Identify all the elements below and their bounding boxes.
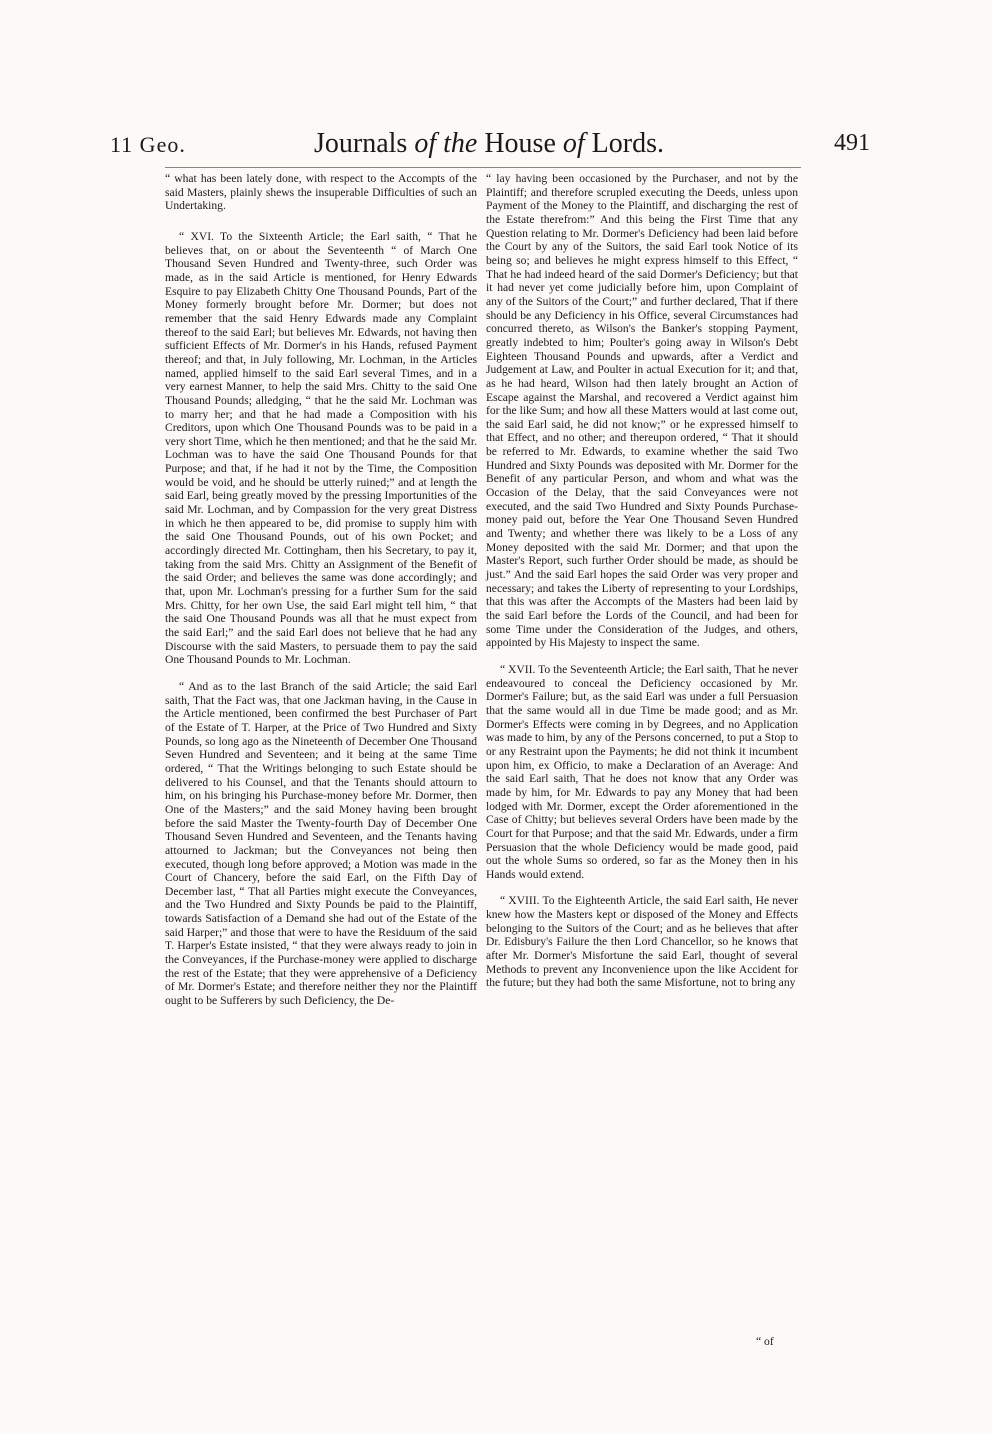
right-column [486,172,798,1003]
header-rule [165,167,801,168]
left-column [165,172,477,1021]
title-house: House [484,128,556,159]
title-of-the: of the [414,128,478,159]
running-title [314,128,664,160]
paragraph-article-xvi: “ XVI. To the Sixteenth Article; the Earl saith, “ That he believes that, on or about the Seventeenth “ of March One Thousand Seven Hundred and Twenty-three, such Order was made, as in the said Article is mentioned, for Henry Edwards Esquire to pay Elizabeth Chitty One Thousand Pounds, Part of the Money formerly brought before Mr. Dormer; but does not remember that the said Henry Edwards made any Complaint thereof to the said Earl; but believes Mr. Edwards, not having then sufficient Effects of Mr. Dormer's in his Hands, refused Payment thereof; and that, in July following, Mr. Lochman, in the Articles named, applied himself to the said Earl several Times, and in a very earnest Manner, to help the said Mrs. Chitty to the said One Thousand Pounds; alledging, “ that he the said Mr. Lochman was to marry her; and that he had made a Composition with his Creditors, upon which One Thousand Pounds was to be paid in a very short Time, which he then mentioned; and that he the said Mr. Lochman was to have the said One Thousand Pounds for that Purpose; and that, if he had it not by the Time, the Composition would be void, and he should be utterly ruined;” and at length the said Earl, being greatly moved by the pressing Importunities of the said Mr. Lochman, and by Compassion for the very great Distress in which he then appeared to be, did promise to supply him with the said One Thousand Pounds, out of his own Pocket; and accordingly directed Mr. Cottingham, then his Secretary, to pay it, taking from the said Mrs. Chitty an Assignment of the Benefit of the said Order; and believes the same was done accordingly; and that, upon Mr. Lochman's pressing for a further Sum for the said Mrs. Chitty, for her own Use, the said Earl might tell him, “ that the said One Thousand Pounds was all that he must expect from the said Earl;” and the said Earl does not believe that he had any Discourse with the said Masters, to persuade them to pay the said One Thousand Pounds to Mr. Lochman. [165,229,477,667]
paragraph-delay-continued: “ lay having been occasioned by the Purchaser, and not by the Plaintiff; and therefore scrupled executing the Deeds, unless upon Payment of the Money to the Plaintiff, and discharging the rest of the Estate therefrom:” And this being the First Time that any Question relating to Mr. Dormer's Deficiency had been laid before the Court by any of the Suitors, the said Earl took Notice of its being so; and believes he might express himself to this Effect, “ That he had indeed heard of the said Dormer's Deficiency; but that it had never yet come judicially before him, upon Complaint of any of the Suitors of the Court;” and further declared, That if there should be any Deficiency in his Office, several Circumstances had concurred thereto, as Wilson's the Banker's stopping Payment, greatly indebted to him; Poulter's going away in Wilson's Debt Eighteen Thousand Pounds and upwards, after a Verdict and Judgement at Law, and Poulter in actual Execution for it; and that, as he had heard, Wilson had then lately brought an Action of Escape against the Marshal, and recovered a Verdict against him for the like Sum; and how all these Matters would at last come out, the said Earl said, he did not know;” or he expressed himself to that Effect, and no other; and thereupon ordered, “ That it should be referred to Mr. Edwards, to examine whether the said Two Hundred and Sixty Pounds was deposited with Mr. Dormer for the Benefit of any particular Person, and whom and what was the Occasion of the Delay, that the said Conveyances were not executed, and the said Two Hundred and Sixty Pounds Purchase-money paid out, before the Year One Thousand Seven Hundred and Twenty; and whether there was likely to be a Loss of any Money deposited with the said Mr. Dormer; and that upon the Master's Report, such further Order should be made, as should be just.” And the said Earl hopes the said Order was very proper and necessary; and takes the Liberty of representing to your Lordships, that this was after the Accompts of the Masters had been laid by the said Earl before the Lords of the Council, and had been for some Time under the Consideration of the Judges, and others, appointed by His Majesty to inspect the same. [486,172,798,650]
title-journals: Journals [314,128,408,159]
title-of: of [562,128,585,159]
paragraph-last-branch: “ And as to the last Branch of the said Article; the said Earl saith, That the Fact was, that one Jackman having, in the Cause in the Article mentioned, been confirmed the best Purchaser of Part of the Estate of T. Harper, at the Price of Two Hundred and Sixty Pounds, so long ago as the Nineteenth of December One Thousand Seven Hundred and Seventeen; and it being at the same Time ordered, “ That the Writings belonging to such Estate should be delivered to his Counsel, and that the Tenants should attourn to him, on his bringing his Purchase-money before Mr. Dormer, then One of the Masters;” and the said Money having been brought before the said Master the Twenty-fourth Day of December One Thousand Seven Hundred and Seventeen, and the Tenants having attourned to Jackman; but the Conveyances not being then executed, though long before approved; a Motion was made in the Court of Chancery, before the said Earl, on the Fifth Day of December last, “ That all Parties might execute the Conveyances, and the Two Hundred and Sixty Pounds be paid to the Plaintiff, towards Satisfaction of a Demand she had out of the Estate of the said Harper;” and those that were to have the Residuum of the said T. Harper's Estate insisted, “ that they were always ready to join in the Conveyances, if the Purchase-money were applied to discharge the rest of the Estate; that they were apprehensive of a Deficiency of Mr. Dormer's Estate; and therefore neither they nor the Plaintiff ought to be Sufferers by such Deficiency, the De- [165,679,477,1008]
paragraph-article-xvii: “ XVII. To the Seventeenth Article; the Earl saith, That he never endeavoured to conceal the Deficiency occasioned by Mr. Dormer's Failure; but, as the said Earl was under a full Persuasion that the same would all in due Time be made good; and as Mr. Dormer's Effects were coming in by Degrees, and no Application was made to him, by any of the Persons concerned, to put a Stop to or any Restraint upon the Payments; he did not think it incumbent upon him, ex Officio, to make a Declaration of an Average: And the said Earl saith, That he does not know that any Order was made by him, for Mr. Edwards to pay any Money that had been lodged with Mr. Dormer, except the Order aforementioned in the Case of Chitty; but believes several Orders have been made by the Court for that Purpose; and that the said Mr. Edwards, under a firm Persuasion that the whole Deficiency would be made good, paid out the whole Sums so ordered, so far as the Money then in his Hands would extend. [486,662,798,881]
reign-label: 11 Geo. [110,132,186,157]
title-lords: Lords. [591,128,664,159]
page-header [110,128,870,164]
paragraph-insuperable-difficulties: “ what has been lately done, with respect to the Accompts of the said Masters, plainly shews the insuperable Difficulties of such an Undertaking. [165,172,477,213]
page-number: 491 [834,130,870,156]
paragraph-article-xviii: “ XVIII. To the Eighteenth Article, the said Earl saith, He never knew how the Masters kept or disposed of the Money and Effects belonging to the Suitors of the Court; and as he believes that after Dr. Edisbury's Failure the then Lord Chancellor, so he knows that after Mr. Dormer's Misfortune the said Earl, thought of several Methods to prevent any Inconvenience upon the like Accident for the future; but they had both the same Misfortune, not to bring any [486,894,798,990]
catchword: “ of [756,1335,774,1348]
